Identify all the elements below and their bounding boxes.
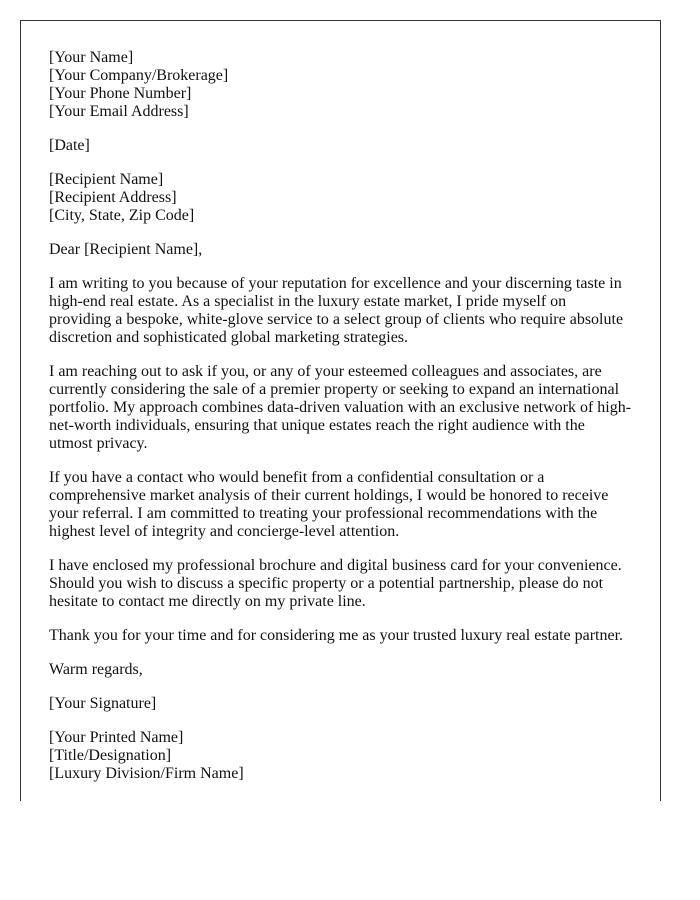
- sender-phone: [Your Phone Number]: [49, 85, 192, 102]
- signature-placeholder: [Your Signature]: [49, 695, 157, 712]
- body-paragraph-2: I am reaching out to ask if you, or any of your esteemed colleagues and associates, are currently considering the sale of a premier property or seeking to expand an international portfolio. My approach combines data-driven valuation with an exclusive network of high-net-worth individuals, ensuring that unique estates reach the right audience with the utmost privacy.: [49, 363, 632, 452]
- recipient-city-state-zip: [City, State, Zip Code]: [49, 207, 195, 224]
- body-paragraph-1: I am writing to you because of your reputation for excellence and your discerning taste in high-end real estate. As a specialist in the luxury estate market, I pride myself on providing a bespoke, white-glove service to a select group of clients who require absolute discretion and sophisticated global marketing strategies.: [49, 275, 624, 346]
- firm-name: [Luxury Division/Firm Name]: [49, 765, 244, 782]
- sender-email: [Your Email Address]: [49, 103, 189, 120]
- salutation: Dear [Recipient Name],: [49, 241, 203, 258]
- letter-body: [49, 49, 632, 783]
- signoff-block: [49, 729, 632, 783]
- title-designation: [Title/Designation]: [49, 747, 172, 764]
- letter-page: [20, 20, 661, 801]
- body-paragraph-5: Thank you for your time and for considering me as your trusted luxury real estate partner.: [49, 627, 624, 644]
- body-paragraph-4: I have enclosed my professional brochure and digital business card for your convenience. Should you wish to discuss a specific property or a potential partnership, please do not hesitate to contact me directly on my private line.: [49, 557, 622, 610]
- printed-name: [Your Printed Name]: [49, 729, 184, 746]
- body-paragraph-3: If you have a contact who would benefit from a confidential consultation or a comprehensive market analysis of their current holdings, I would be honored to receive your referral. I am committed to treating your professional recommendations with the highest level of integrity and concierge-level attention.: [49, 469, 609, 540]
- sender-block: [49, 49, 632, 121]
- recipient-address: [Recipient Address]: [49, 189, 177, 206]
- date-block: [49, 137, 632, 155]
- closing: Warm regards,: [49, 661, 143, 678]
- sender-company: [Your Company/Brokerage]: [49, 67, 229, 84]
- recipient-name: [Recipient Name]: [49, 171, 164, 188]
- sender-name: [Your Name]: [49, 49, 134, 66]
- letter-date: [Date]: [49, 137, 90, 154]
- recipient-block: [49, 171, 632, 225]
